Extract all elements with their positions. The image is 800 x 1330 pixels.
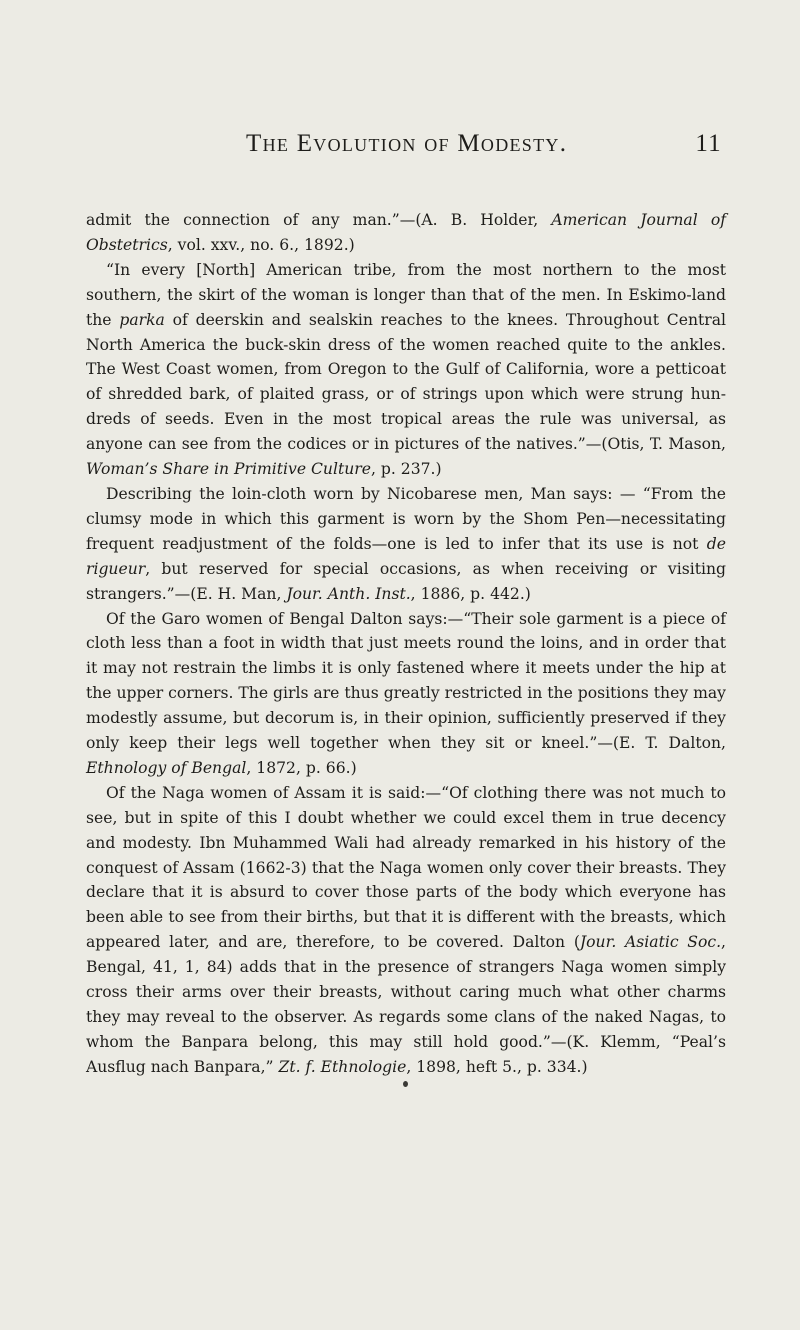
paragraph bbox=[86, 258, 726, 482]
italic-text: parka bbox=[119, 310, 165, 329]
italic-text: Zt. f. Ethnologie bbox=[278, 1057, 407, 1076]
running-head bbox=[246, 130, 722, 162]
text-run: , p. 237.) bbox=[370, 460, 442, 479]
ink-speck bbox=[403, 1081, 408, 1087]
italic-text: American Journal of Obstetrics bbox=[86, 211, 726, 254]
page-number: 11 bbox=[695, 130, 722, 157]
text-run: , 1898, heft 5., p. 334.) bbox=[406, 1057, 588, 1076]
text-run: Describing the loin-cloth worn by Nicobarese men, Man says: — “From the clumsy mode in which this garment is worn by the Shom Pen—necessitating frequent readjustment of the folds—one is led to infer that its use is not bbox=[86, 484, 726, 553]
italic-text: de rigueur bbox=[86, 534, 726, 578]
running-head-title: The Evolution of Modesty. bbox=[246, 130, 568, 157]
italic-text: Jour. Anth. Inst. bbox=[286, 584, 411, 603]
text-run: , but reserved for special occasions, as when receiving or visiting strangers.”—(E. H. Man, bbox=[86, 559, 726, 603]
text-run: , Bengal, 41, 1, 84) adds that in the presence of strangers Naga women simply cross their arms over their breasts, without caring much what other charms they may reveal to the observer. As regards some clans of the naked Nagas, to whom the Banpara belong, this may still hold good.”—(K. Klemm, “Peal’s Ausflug nach Banpara,” bbox=[86, 933, 727, 1076]
text-run: “In every [North] American tribe, from the most northern to the most southern, the skirt of the woman is longer than that of the men. In Eskimo-land the bbox=[86, 260, 726, 329]
text-run: Of the Garo women of Bengal Dalton says:—“Their sole garment is a piece of cloth less than a foot in width that just meets round the loins, and in order that it may not restrain the limbs it is only fastened where it meets under the hip at the upper corners. The girls are thus greatly restricted in the positions they may modestly assume, but decorum is, in their opinion, sufficiently preserved if they only keep their legs well together when they sit or kneel.”—(E. T. Dalton, bbox=[86, 609, 726, 753]
text-run: , 1886, p. 442.) bbox=[410, 584, 531, 603]
paragraph bbox=[86, 607, 726, 781]
italic-text: Jour. Asiatic Soc. bbox=[579, 933, 722, 952]
paragraph bbox=[86, 781, 726, 1080]
text-run: , vol. xxv., no. 6., 1892.) bbox=[167, 235, 355, 254]
body-text bbox=[86, 208, 726, 1080]
text-run: , 1872, p. 66.) bbox=[246, 758, 357, 777]
text-run: Of the Naga women of Assam it is said:—“Of clothing there was not much to see, but in spite of this I doubt whether we could excel them in true decency and modesty. Ibn Muhammed Wali had already remarked in his history of the conquest of Assam (1662-3) that the Naga women only cover their breasts. They declare that it is absurd to cover those parts of the body which everyone has been able to see from their births, but that it is different with the breasts, which appeared later, and are, therefore, to be covered. Dalton ( bbox=[86, 783, 726, 952]
italic-text: Ethnology of Bengal bbox=[86, 758, 247, 777]
paragraph bbox=[86, 208, 726, 258]
italic-text: Woman’s Share in Primitive Culture bbox=[86, 460, 371, 479]
text-run: admit the connection of any man.”—(A. B. Holder, bbox=[86, 211, 552, 229]
paragraph bbox=[86, 482, 726, 607]
text-run: of deerskin and sealskin reaches to the knees. Throughout Central North America the buck-skin dress of the women reached quite to the ankles. The West Coast women, from Oregon to the Gulf of California, wore a petticoat of shredded bark, of plaited grass, or of strings upon which were strung hundreds of seeds. Even in the most tropical areas the rule was universal, as anyone can see from the codices or in pictures of the natives.”—(Otis, T. Mason, bbox=[86, 310, 726, 454]
